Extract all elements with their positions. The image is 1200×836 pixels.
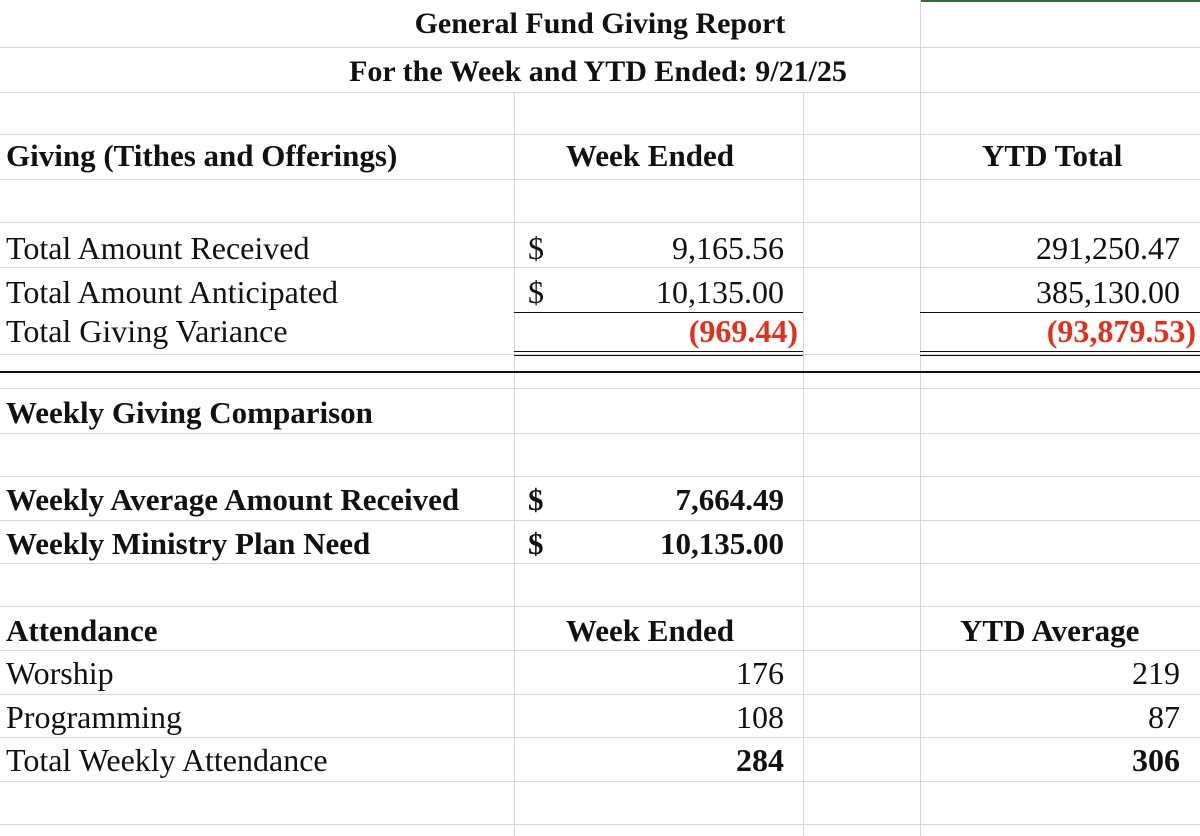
- grid-line: [0, 737, 1200, 738]
- attendance-col-week: Week Ended: [566, 613, 734, 648]
- giving-variance-week: (969.44): [688, 313, 798, 349]
- attendance-col-ytd: YTD Average: [960, 613, 1140, 648]
- report-title: General Fund Giving Report: [414, 7, 786, 40]
- grid-line: [0, 433, 1200, 434]
- giving-variance-ytd: (93,879.53): [1046, 313, 1196, 349]
- currency-symbol: $: [528, 526, 544, 561]
- grid-line: [0, 222, 1200, 223]
- grid-col-line: [803, 92, 804, 836]
- attendance-ytd-value: 219: [1132, 655, 1180, 691]
- attendance-row-label: Worship: [6, 655, 114, 691]
- giving-col-ytd: YTD Total: [982, 138, 1123, 173]
- grid-line: [0, 606, 1200, 607]
- giving-ytd-value: 291,250.47: [1036, 230, 1180, 266]
- attendance-week-value: 176: [736, 655, 784, 691]
- section-divider: [0, 371, 1200, 373]
- grid-line: [0, 824, 1200, 825]
- grid-line: [0, 388, 1200, 389]
- attendance-ytd-value: 87: [1148, 699, 1180, 735]
- giving-row-label: Total Amount Received: [6, 230, 310, 266]
- sheet-top-border: [920, 0, 1200, 2]
- giving-week-value: 10,135.00: [656, 274, 784, 310]
- grid-line: [0, 781, 1200, 782]
- currency-symbol: $: [528, 230, 544, 266]
- weekly-value: 10,135.00: [660, 526, 784, 561]
- grid-line: [0, 694, 1200, 695]
- attendance-row-label: Programming: [6, 699, 182, 735]
- weekly-row-label: Weekly Average Amount Received: [6, 482, 460, 517]
- currency-symbol: $: [528, 482, 544, 517]
- grid-line: [0, 476, 1200, 477]
- giving-week-value: 9,165.56: [672, 230, 784, 266]
- attendance-section-label: Attendance: [6, 613, 158, 648]
- grid-line: [0, 47, 1200, 48]
- giving-row-label: Total Amount Anticipated: [6, 274, 338, 310]
- report-subtitle: For the Week and YTD Ended: 9/21/25: [349, 55, 847, 88]
- double-underline: [920, 355, 1200, 356]
- grid-line: [0, 267, 1200, 268]
- attendance-total-ytd: 306: [1132, 742, 1180, 778]
- giving-ytd-value: 385,130.00: [1036, 274, 1180, 310]
- currency-symbol: $: [528, 274, 544, 310]
- grid-line: [0, 520, 1200, 521]
- giving-col-week: Week Ended: [566, 138, 734, 173]
- grid-line: [0, 650, 1200, 651]
- attendance-total-week: 284: [736, 742, 784, 778]
- double-underline: [514, 355, 803, 356]
- weekly-row-label: Weekly Ministry Plan Need: [6, 526, 371, 561]
- weekly-section-label: Weekly Giving Comparison: [6, 395, 373, 430]
- attendance-week-value: 108: [736, 699, 784, 735]
- grid-line: [0, 179, 1200, 180]
- grid-line: [0, 563, 1200, 564]
- weekly-value: 7,664.49: [675, 482, 784, 517]
- grid-col-line: [920, 0, 921, 836]
- double-underline: [920, 351, 1200, 352]
- double-underline: [514, 351, 803, 352]
- attendance-row-label: Total Weekly Attendance: [6, 742, 328, 778]
- giving-row-label: Total Giving Variance: [6, 313, 288, 349]
- giving-section-label: Giving (Tithes and Offerings): [6, 138, 398, 173]
- grid-line: [0, 134, 1200, 135]
- grid-line: [0, 92, 1200, 93]
- grid-col-line: [514, 92, 515, 836]
